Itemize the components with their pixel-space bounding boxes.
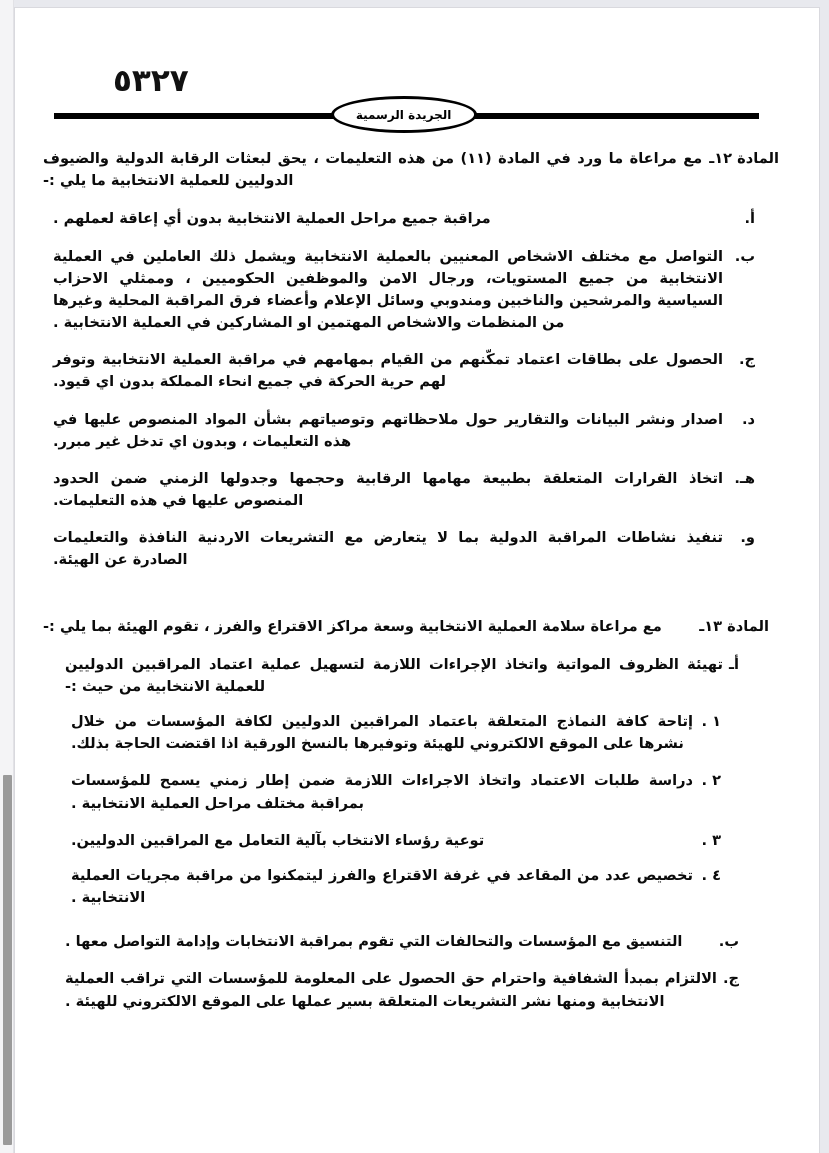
article-12-clause-d bbox=[53, 409, 755, 453]
clause-marker: أـ bbox=[729, 655, 739, 673]
list-marker: ١ . bbox=[701, 713, 721, 731]
article-12-label: المادة ١٢ـ bbox=[709, 150, 779, 167]
clause-text: تنفيذ نشاطات المراقبة الدولية بما لا يتعارض مع التشريعات الاردنية النافذة والتعليمات الصادرة عن الهيئة. bbox=[53, 529, 723, 569]
article-13-heading bbox=[43, 616, 769, 638]
article-12-intro: مع مراعاة ما ورد في المادة (١١) من هذه التعليمات ، يحق لبعثات الرقابة الدولية والضيوف الدوليين للعملية الانتخابية ما يلي :- bbox=[43, 150, 703, 190]
article-12-clause-e bbox=[53, 468, 755, 512]
article-13-item-4 bbox=[71, 865, 721, 909]
list-item-text: دراسة طلبات الاعتماد واتخاذ الاجراءات اللازمة ضمن إطار زمني يسمح للمؤسسات بمراقبة مختلف مراحل العملية الانتخابية . bbox=[71, 772, 693, 812]
clause-marker: و. bbox=[740, 529, 755, 547]
gazette-badge-label: الجريدة الرسمية bbox=[355, 107, 452, 122]
clause-marker: هـ. bbox=[734, 469, 755, 487]
article-12-heading bbox=[43, 148, 779, 192]
list-marker: ٤ . bbox=[701, 866, 721, 884]
article-13-clause-c bbox=[65, 968, 739, 1012]
clause-text: اتخاذ القرارات المتعلقة بطبيعة مهامها الرقابية وحجمها وجدولها الزمني ضمن الحدود المنصوص عليها في هذه التعليمات. bbox=[53, 469, 723, 510]
article-13-clause-a bbox=[65, 654, 739, 698]
document-body bbox=[43, 148, 779, 1028]
gazette-badge bbox=[331, 96, 477, 133]
article-13-label: المادة ١٣ـ bbox=[699, 617, 769, 635]
article-13-item-2 bbox=[71, 770, 721, 814]
clause-marker: ب. bbox=[718, 933, 739, 951]
article-12-clause-c bbox=[53, 349, 755, 393]
article-13-item-3 bbox=[71, 830, 721, 852]
article-13-intro: مع مراعاة سلامة العملية الانتخابية وسعة مراكز الاقتراع والفرز ، تقوم الهيئة بما يلي :- bbox=[43, 617, 662, 635]
clause-text: اصدار ونشر البيانات والتقارير حول ملاحظاتهم وتوصياتهم بشأن المواد المنصوص عليها في هذه التعليمات ، وبدون اي تدخل غير مبرر. bbox=[53, 410, 723, 450]
article-12-clause-b bbox=[53, 246, 755, 335]
clause-marker: ج. bbox=[722, 970, 739, 988]
page-scrollbar[interactable] bbox=[0, 0, 14, 1153]
clause-text: التواصل مع مختلف الاشخاص المعنيين بالعملية الانتخابية ويشمل ذلك العاملين في العملية الانتخابية من جميع المستويات، ورجال الامن والموظفين الحكوميين ، وممثلي الاحزاب السياسية والمرشحين والناخبين ومندوبي وسائل الإعلام وأعضاء فرق المراقبة المحلية وغيرها من المنظمات والاشخاص المهتمين او المشاركين في العملية الانتخابية . bbox=[53, 247, 723, 332]
masthead bbox=[54, 96, 759, 136]
list-item-text: تخصيص عدد من المقاعد في غرفة الاقتراع والفرز ليتمكنوا من مراقبة مجريات العملية الانتخابية . bbox=[71, 866, 693, 907]
list-marker: ٣ . bbox=[701, 831, 721, 849]
clause-text: مراقبة جميع مراحل العملية الانتخابية بدون أي إعاقة لعملهم . bbox=[53, 210, 491, 228]
article-13-clause-b bbox=[65, 931, 739, 953]
list-item-text: إتاحة كافة النماذج المتعلقة باعتماد المراقبين الدوليين لكافة المؤسسات من خلال نشرها على الموقع الالكتروني للهيئة وتوفيرها بالنسخ الورقية اذا اقتضت الحاجة بذلك. bbox=[71, 713, 693, 753]
clause-text: الحصول على بطاقات اعتماد تمكّنهم من القيام بمهامهم في مراقبة العملية الانتخابية وتوفر لهم حرية الحركة في جميع انحاء المملكة بدون اي قيود. bbox=[53, 351, 723, 391]
document-page bbox=[14, 7, 820, 1153]
clause-marker: ب. bbox=[734, 247, 755, 265]
article-12-clause-a bbox=[53, 208, 755, 230]
clause-marker: د. bbox=[741, 410, 755, 428]
clause-marker: أ. bbox=[744, 210, 755, 228]
clause-text: تهيئة الظروف المواتية واتخاذ الإجراءات اللازمة لتسهيل عملية اعتماد المراقبين الدوليين للعملية الانتخابية من حيث :- bbox=[65, 655, 723, 695]
scrollbar-thumb[interactable] bbox=[3, 775, 12, 1145]
page-number bbox=[15, 63, 819, 99]
article-12-clause-f bbox=[53, 527, 755, 571]
article-13-item-1 bbox=[71, 711, 721, 755]
page-number-value: ٥٣٢٧ bbox=[113, 63, 189, 99]
clause-text: الالتزام بمبدأ الشفافية واحترام حق الحصول على المعلومة للمؤسسات التي تراقب العملية الانتخابية ومنها نشر التشريعات المتعلقة بسير عملها على الموقع الالكتروني للهيئة . bbox=[65, 970, 717, 1010]
clause-text: التنسيق مع المؤسسات والتحالفات التي تقوم بمراقبة الانتخابات وإدامة التواصل معها . bbox=[65, 933, 683, 951]
list-marker: ٢ . bbox=[701, 772, 721, 790]
list-item-text: توعية رؤساء الانتخاب بآلية التعامل مع المراقبين الدوليين. bbox=[71, 831, 485, 849]
clause-marker: ج. bbox=[738, 351, 755, 369]
